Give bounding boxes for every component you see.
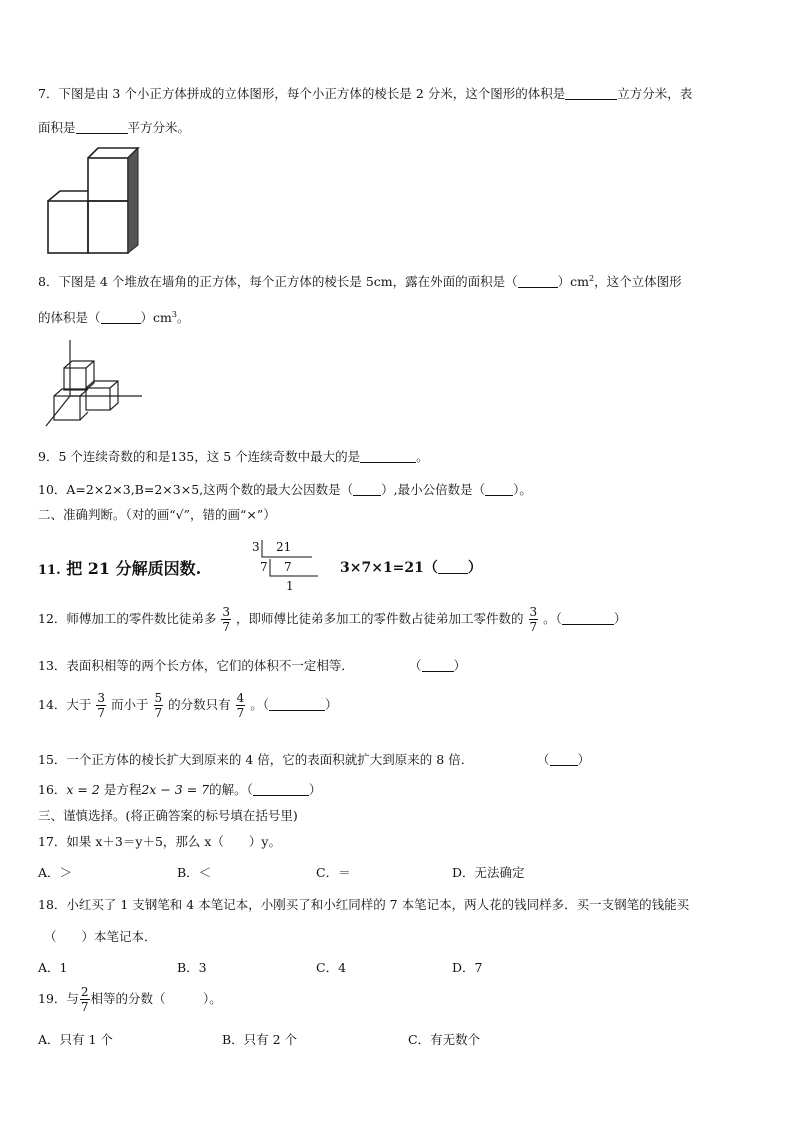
section-2-heading: 二、准确判断。（对的画“√”，错的画“×”） [38, 507, 276, 522]
q19-fraction: $\frac{2}{7}$ [80, 985, 89, 1014]
q18-stem-line1: 18．小红买了 1 支钢笔和 4 本笔记本，小刚买了和小红同样的 7 本笔记本，两人花的钱同样多．买一支钢笔的钱能买 [38, 897, 690, 912]
q12-fraction-1: $\frac{3}{7}$ [222, 605, 231, 634]
q11-blank[interactable] [438, 561, 468, 574]
q15-line: 15．一个正方体的棱长扩大到原来的 4 倍，它的表面积就扩大到原来的 8 倍． [38, 752, 474, 767]
q10-blank-gcd[interactable] [353, 483, 381, 496]
q11-text: 11. 把 21 分解质因数. [38, 559, 202, 578]
q7-blank-volume[interactable] [565, 87, 617, 100]
q11-expr: 3×7×1=21（ ） [340, 560, 482, 576]
q12-line: 12．师傅加工的零件数比徒弟多 $\frac{3}{7}$ ，即师傅比徒弟多加工的零件数占徒弟加工零件数的 $\frac{3}{7}$ 。（ ） [38, 605, 627, 634]
q10-blank-lcm[interactable] [485, 483, 513, 496]
q14-fraction-1: $\frac{3}{7}$ [97, 691, 106, 720]
q14-fraction-2: $\frac{5}{7}$ [154, 691, 163, 720]
q16-blank[interactable] [253, 783, 309, 796]
q12-blank[interactable] [562, 612, 614, 625]
q14-blank[interactable] [269, 698, 325, 711]
q9-line: 9．5 个连续奇数的和是135，这 5 个连续奇数中最大的是 。 [38, 449, 429, 464]
q12-fraction-2: $\frac{3}{7}$ [529, 605, 538, 634]
q8-line1: 8．下图是 4 个堆放在墙角的正方体，每个正方体的棱长是 5cm，露在外面的面积是（ ）$cm^2$，这个立体图形 [38, 273, 682, 289]
q13-blank[interactable] [422, 659, 454, 672]
q18-option-c[interactable]: C．4 [316, 960, 347, 975]
q18-option-b[interactable]: B．3 [177, 960, 207, 975]
q7-line2: 面积是 平方分米。 [38, 120, 191, 135]
q18-option-a[interactable]: A．1 [38, 960, 68, 975]
q8-blank-volume[interactable] [101, 311, 141, 324]
q14-line: 14．大于 $\frac{3}{7}$ 而小于 $\frac{5}{7}$ 的分数只有 $\frac{4}{7}$ 。（ ） [38, 691, 338, 720]
q11-short-division: 3 21 7 7 1 [248, 538, 328, 594]
q16-line: 16．x = 2 是方程2x − 3 = 7的解。（ ） [38, 782, 322, 797]
q14-fraction-3: $\frac{4}{7}$ [236, 691, 245, 720]
q19-option-a[interactable]: A．只有 1 个 [38, 1032, 113, 1047]
q19-stem: 19．与 $\frac{2}{7}$ 相等的分数（ ）。 [38, 985, 222, 1014]
q18-stem-line2: （ ）本笔记本． [44, 929, 157, 944]
q18-option-d[interactable]: D．7 [452, 960, 483, 975]
q19-option-b[interactable]: B．只有 2 个 [222, 1032, 298, 1047]
q9-blank[interactable] [360, 450, 416, 463]
q15-answer: （ ） [537, 752, 591, 767]
q17-option-a[interactable]: A．＞ [38, 865, 73, 880]
q7-line1: 7．下图是由 3 个小正方体拼成的立体图形，每个小正方体的棱长是 2 分米，这个图形的体积是 立方分米，表 [38, 86, 693, 101]
q19-option-c[interactable]: C．有无数个 [408, 1032, 481, 1047]
q17-stem: 17．如果 x＋3＝y＋5，那么 x（ ）y。 [38, 834, 281, 849]
q13-line: 13．表面积相等的两个长方体，它们的体积不一定相等． [38, 658, 354, 673]
q8-line2: 的体积是（ ）$cm^3$。 [38, 309, 190, 325]
q17-option-b[interactable]: B．＜ [177, 865, 212, 880]
q10-line: 10．A=2×2×3,B=2×3×5,这两个数的最大公因数是（ ）,最小公倍数是（ ）。 [38, 482, 532, 497]
q7-cubes-figure [46, 144, 146, 256]
q8-corner-cubes-figure [44, 338, 144, 430]
section-3-heading: 三、谨慎选择。(将正确答案的标号填在括号里) [38, 808, 298, 823]
q17-option-d[interactable]: D．无法确定 [452, 865, 525, 880]
q15-blank[interactable] [550, 753, 578, 766]
q7-blank-area[interactable] [76, 121, 128, 134]
q13-answer: （ ） [409, 658, 467, 673]
q8-blank-area[interactable] [518, 275, 558, 288]
q17-option-c[interactable]: C．＝ [316, 865, 351, 880]
